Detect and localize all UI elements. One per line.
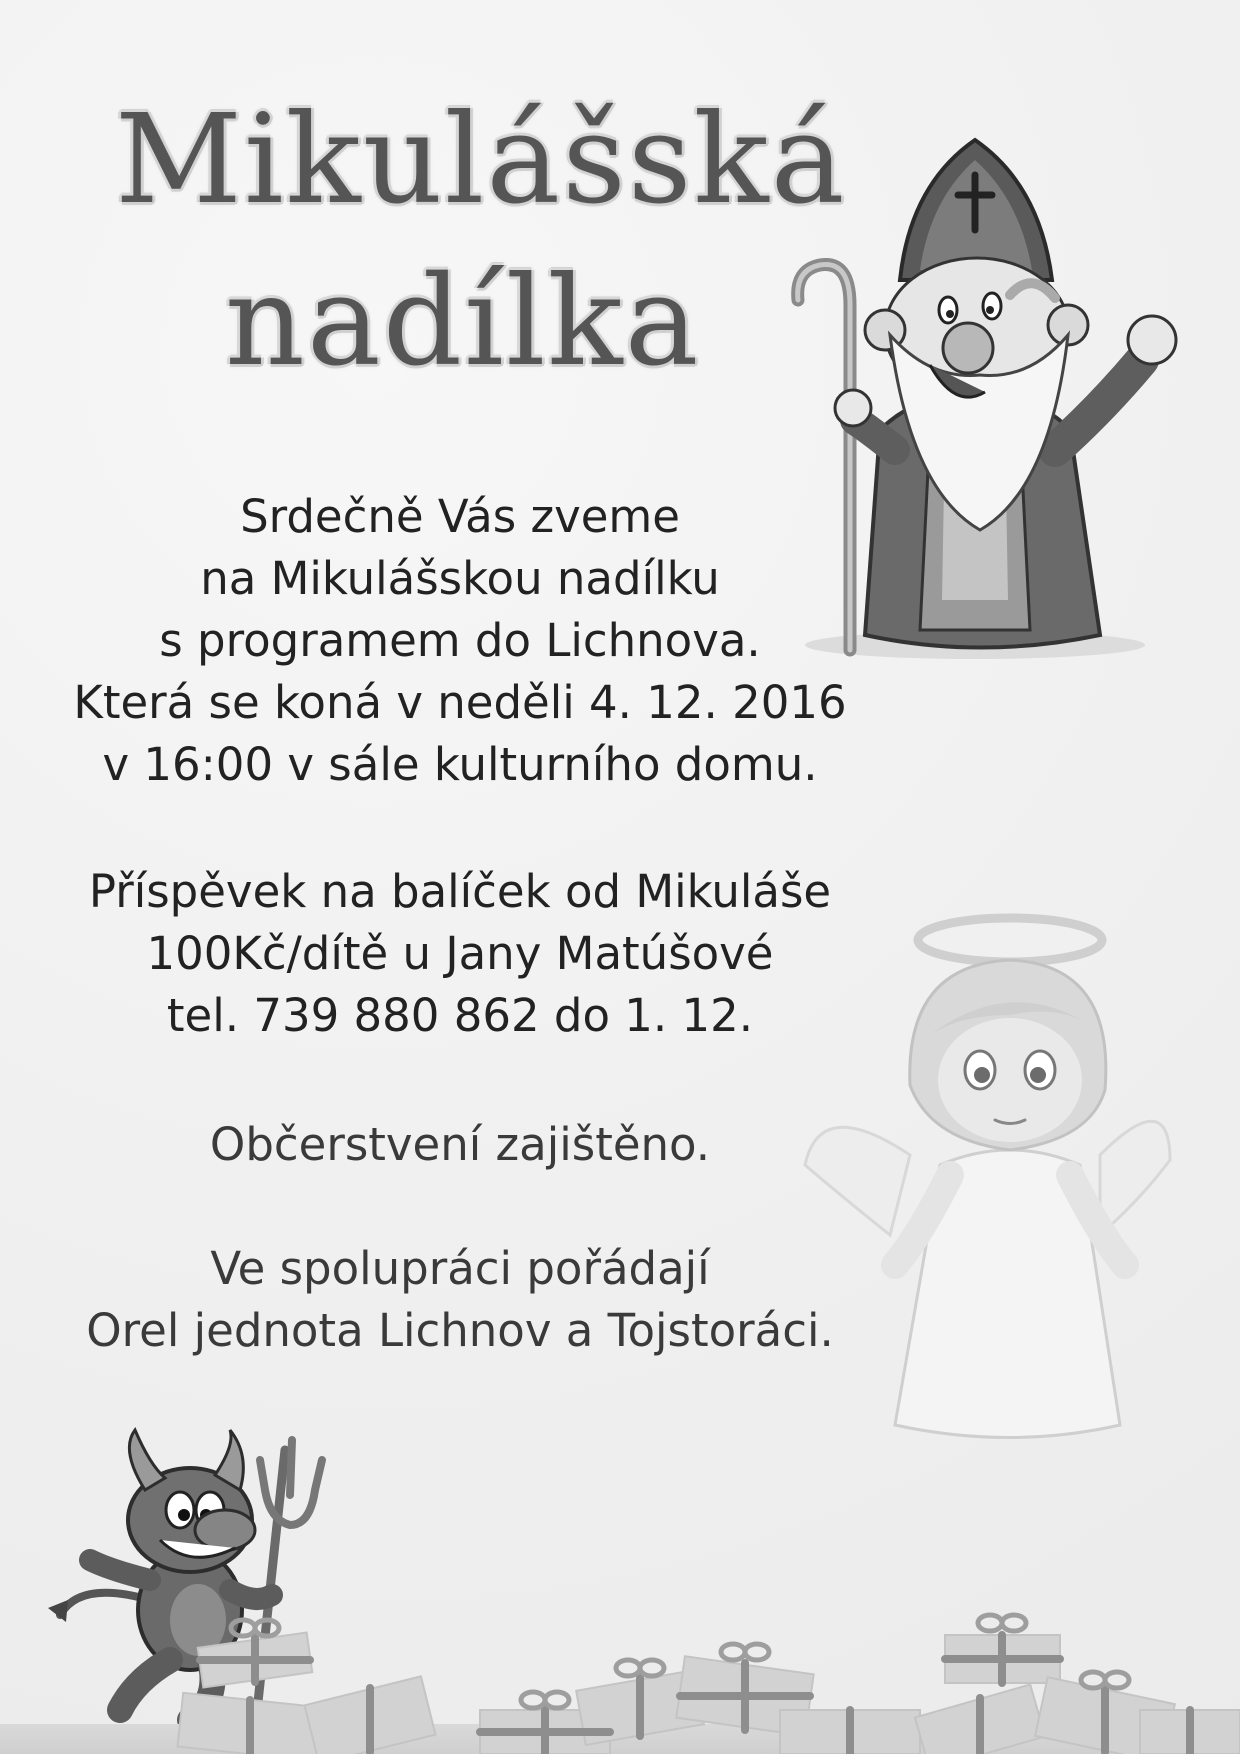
gift-boxes-illustration	[160, 1560, 1240, 1754]
organizers-text	[0, 1238, 920, 1362]
saint-nicholas-illustration	[770, 130, 1230, 670]
invitation-line: Která se koná v neděli 4. 12. 2016	[73, 676, 847, 729]
organizers-line: Ve spolupráci pořádají	[210, 1242, 710, 1295]
invitation-line: v 16:00 v sále kulturního domu.	[102, 738, 818, 791]
contribution-line: 100Kč/dítě u Jany Matúšové	[146, 927, 774, 980]
title-line-2: nadílka	[225, 250, 701, 394]
contribution-line: Příspěvek na balíček od Mikuláše	[88, 865, 832, 918]
title-line-1: Mikulášská	[115, 88, 847, 232]
refreshments-line: Občerstvení zajištěno.	[209, 1118, 711, 1171]
invitation-line: Srdečně Vás zveme	[240, 490, 680, 543]
organizers-line: Orel jednota Lichnov a Tojstoráci.	[86, 1304, 834, 1357]
angel-illustration	[800, 905, 1170, 1475]
contribution-text	[0, 861, 920, 1047]
invitation-line: na Mikulášskou nadílku	[200, 552, 720, 605]
refreshments-text	[0, 1114, 920, 1176]
contribution-line: tel. 739 880 862 do 1. 12.	[166, 989, 754, 1042]
invitation-line: s programem do Lichnova.	[159, 614, 761, 667]
